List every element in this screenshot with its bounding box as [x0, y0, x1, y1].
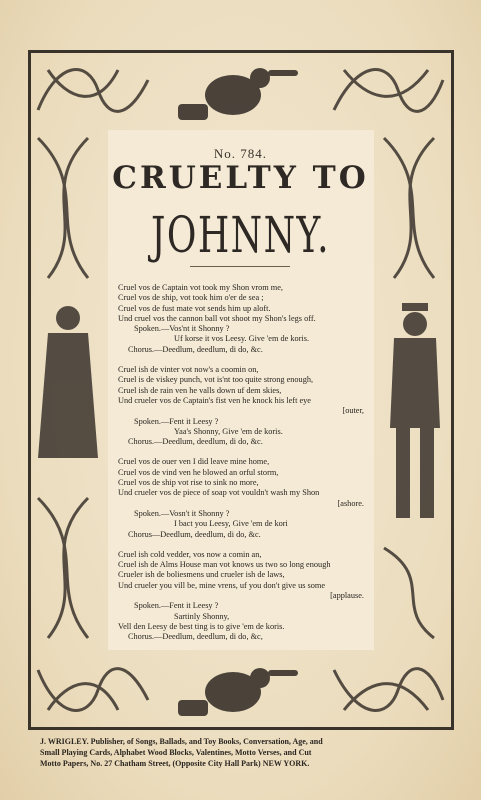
- lyric-line: Crueler ish de boliesmens und crueler ish de laws,: [118, 570, 285, 580]
- imprint-line: Small Playing Cards, Alphabet Wood Blocks, Valentines, Motto Verses, and Cut: [40, 748, 312, 757]
- lyric-line: Spoken.—Fent it Leesy ?: [134, 601, 219, 611]
- stanza-gap: [118, 355, 374, 365]
- lyric-line: Cruel ish de rain ven he valls down uf dem skies,: [118, 385, 282, 395]
- lyric-line: Cruel vos de fust mate vot sends him up aloft.: [118, 303, 271, 313]
- lyric-line: Und crueler you vill be, mine vrens, uf you don't give us some: [118, 580, 326, 590]
- lyric-line: Cruel is de viskey punch, vot is'nt too quite strong enough,: [118, 375, 314, 385]
- lyric-line: Spoken.—Vosn't it Shonny ?: [134, 508, 230, 518]
- lyric-line: Cruel vos de ship, vot took him o'er de sea ;: [118, 293, 264, 303]
- lyric-line: [applause.: [330, 591, 364, 601]
- lyric-line: Spoken.—Fent it Leesy ?: [134, 416, 219, 426]
- lyric-line: Uf korse it vos Leesy. Give 'em de koris.: [174, 334, 310, 344]
- lyric-line: Yaa's Shonny, Give 'em de koris.: [174, 426, 283, 436]
- lyric-line: [outer,: [342, 406, 364, 416]
- lyric-line: Cruel ish cold vedder, vos now a comin an,: [118, 549, 262, 559]
- lyric-line: Und crueler vos de piece of soap vot vouldn't wash my Shon: [118, 488, 320, 498]
- lyric-line: Chorus.—Deedlum, deedlum, di do, &c,: [128, 632, 263, 642]
- lyric-line: Cruel vos de vind ven he blowed an orful storm,: [118, 467, 279, 477]
- lyric-line: Chorus—Deedlum, deedlum, di do, &c.: [128, 529, 261, 539]
- stanza-gap: [118, 540, 374, 550]
- publisher-imprint: [40, 736, 450, 769]
- song-lyrics: [118, 283, 374, 643]
- imprint-line: Motto Papers, No. 27 Chatham Street, (Opposite City Hall Park) NEW YORK.: [40, 759, 310, 768]
- title-line-2: JOHNNY.: [150, 206, 330, 264]
- lyric-line: Und cruel vos the cannon ball vot shoot my Shon's legs off.: [118, 313, 316, 323]
- lyric-line: Cruel vos de ship vot rise to sink no more,: [118, 478, 259, 488]
- lyric-line: Cruel ish de vinter vot now's a coomin on,: [118, 365, 259, 375]
- broadside-number: No. 784.: [213, 146, 268, 161]
- imprint-line: J. WRIGLEY. Publisher, of Songs, Ballads, and Toy Books, Conversation, Age, and: [40, 737, 323, 746]
- lyric-line: [ashore.: [337, 498, 364, 508]
- lyric-line: Chorus.—Deedlum, deedlum, di do, &c.: [128, 344, 263, 354]
- lyric-line: Sartinly Shonny,: [174, 611, 230, 621]
- stanza-gap: [118, 447, 374, 457]
- lyric-line: I bact you Leesy, Give 'em de kori: [174, 519, 288, 529]
- lyric-line: Und crueler vos de Captain's fist ven he knock his left eye: [118, 395, 311, 405]
- lyric-line: Cruel vos de ouer ven I did leave mine home,: [118, 457, 270, 467]
- lyric-line: Cruel ish de Alms House man vot knows us two so long enough: [118, 560, 331, 570]
- lyric-line: Spoken.—Vos'nt it Shonny ?: [134, 324, 230, 334]
- lyric-line: Chorus.—Deedlum, deedlum, di do, &c.: [128, 437, 263, 447]
- title-divider: [190, 266, 290, 267]
- title-line-1: CRUELTY TO: [112, 160, 369, 196]
- lyric-line: Vell den Leesy de best ting is to give 'em de koris.: [118, 621, 285, 631]
- lyric-line: Cruel vos de Captain vot took my Shon vrom me,: [118, 283, 284, 292]
